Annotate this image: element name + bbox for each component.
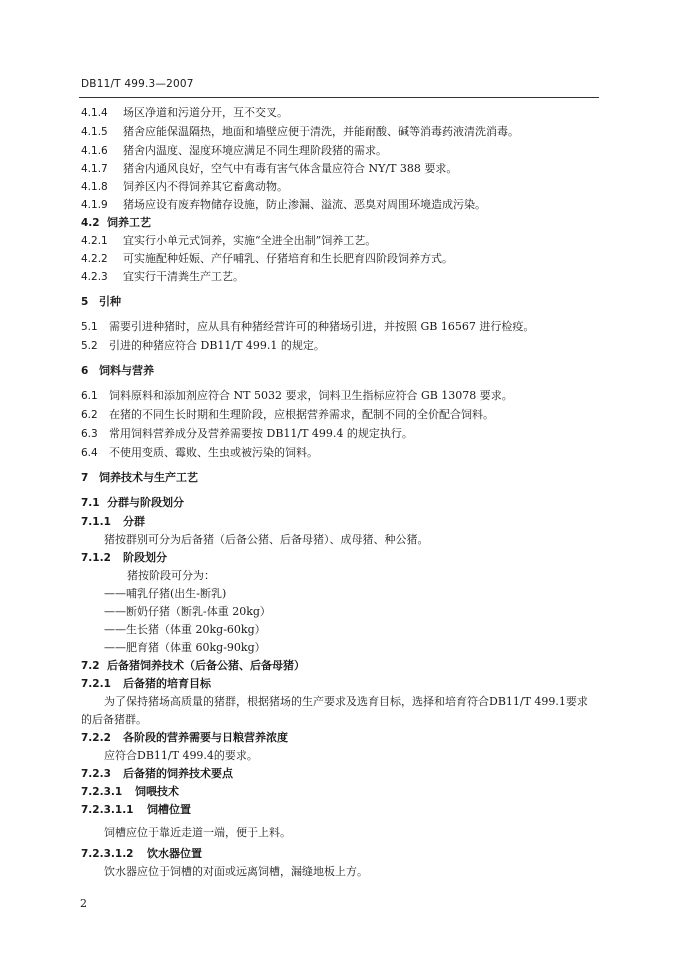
- heading-4-2: 4.2 饲养工艺: [81, 216, 151, 229]
- paragraph-breeding-goal: 为了保持猪场高质量的猪群，根据猪场的生产要求及选育目标，选择和培育符合DB11/T 499.1要求: [104, 695, 588, 708]
- clause-4-1-8: 4.1.8 饲养区内不得饲养其它畜禽动物。: [81, 180, 288, 193]
- clause-5-1: 5.1 需要引进种猪时，应从具有种猪经营许可的种猪场引进，并按照 GB 16567 进行检疫。: [81, 320, 535, 333]
- paragraph-breeding-goal-cont: 的后备猪群。: [81, 713, 147, 726]
- paragraph-stages-intro: 猪按阶段可分为：: [127, 569, 215, 582]
- heading-7-2-3-1-2: 7.2.3.1.2 饮水器位置: [81, 847, 202, 860]
- clause-4-2-3: 4.2.3 宜实行干清粪生产工艺。: [81, 270, 244, 283]
- heading-7-1-1: 7.1.1 分群: [81, 515, 145, 528]
- clause-4-1-6: 4.1.6 猪舍内温度、湿度环境应满足不同生理阶段猪的需求。: [81, 144, 387, 157]
- clause-6-3: 6.3 常用饲料营养成分及营养需要按 DB11/T 499.4 的规定执行。: [81, 427, 413, 440]
- heading-7-2-3-1-1: 7.2.3.1.1 饲槽位置: [81, 803, 191, 816]
- list-item: ——哺乳仔猪(出生-断乳): [104, 587, 227, 600]
- clause-4-2-2: 4.2.2 可实施配种妊娠、产仔哺乳、仔猪培育和生长肥育四阶段饲养方式。: [81, 252, 453, 265]
- heading-6: 6 饲料与营养: [81, 364, 154, 377]
- clause-6-1: 6.1 饲料原料和添加剂应符合 NT 5032 要求，饲料卫生指标应符合 GB 13078 要求。: [81, 389, 513, 402]
- heading-5: 5 引种: [81, 295, 121, 308]
- list-item: ——断奶仔猪（断乳-体重 20kg）: [104, 605, 271, 618]
- heading-7: 7 饲养技术与生产工艺: [81, 471, 198, 484]
- heading-7-2: 7.2 后备猪饲养技术（后备公猪、后备母猪）: [81, 659, 305, 672]
- document-code-header: DB11/T 499.3—2007: [81, 78, 194, 90]
- heading-7-2-2: 7.2.2 各阶段的营养需要与日粮营养浓度: [81, 731, 288, 744]
- paragraph-waterer: 饮水器应位于饲槽的对面或远离饲槽，漏缝地板上方。: [104, 865, 368, 878]
- heading-7-1: 7.1 分群与阶段划分: [81, 496, 184, 509]
- heading-7-1-2: 7.1.2 阶段划分: [81, 551, 167, 564]
- paragraph-groups: 猪按群别可分为后备猪（后备公猪、后备母猪）、成母猪、种公猪。: [104, 533, 429, 546]
- clause-4-1-7: 4.1.7 猪舍内通风良好，空气中有毒有害气体含量应符合 NY/T 388 要求。: [81, 162, 458, 175]
- clause-4-2-1: 4.2.1 宜实行小单元式饲养，实施“全进全出制”饲养工艺。: [81, 234, 377, 247]
- page-number: 2: [80, 897, 87, 910]
- list-item: ——生长猪（体重 20kg-60kg）: [104, 623, 266, 636]
- header-rule: [79, 97, 599, 98]
- clause-6-4: 6.4 不使用变质、霉败、生虫或被污染的饲料。: [81, 446, 318, 459]
- list-item: ——肥育猪（体重 60kg-90kg）: [104, 641, 266, 654]
- paragraph-nutrition: 应符合DB11/T 499.4的要求。: [104, 749, 258, 762]
- paragraph-trough: 饲槽应位于靠近走道一端，便于上料。: [104, 826, 291, 839]
- clause-4-1-4: 4.1.4 场区净道和污道分开，互不交叉。: [81, 106, 288, 119]
- clause-4-1-5: 4.1.5 猪舍应能保温隔热，地面和墙壁应便于清洗，并能耐酸、碱等消毒药液清洗消毒。: [81, 125, 519, 138]
- clause-6-2: 6.2 在猪的不同生长时期和生理阶段，应根据营养需求，配制不同的全价配合饲料。: [81, 408, 494, 421]
- heading-7-2-3-1: 7.2.3.1 饲喂技术: [81, 785, 179, 798]
- clause-4-1-9: 4.1.9 猪场应设有废弃物储存设施，防止渗漏、溢流、恶臭对周围环境造成污染。: [81, 198, 486, 211]
- clause-5-2: 5.2 引进的种猪应符合 DB11/T 499.1 的规定。: [81, 339, 325, 352]
- heading-7-2-1: 7.2.1 后备猪的培育目标: [81, 677, 211, 690]
- heading-7-2-3: 7.2.3 后备猪的饲养技术要点: [81, 767, 233, 780]
